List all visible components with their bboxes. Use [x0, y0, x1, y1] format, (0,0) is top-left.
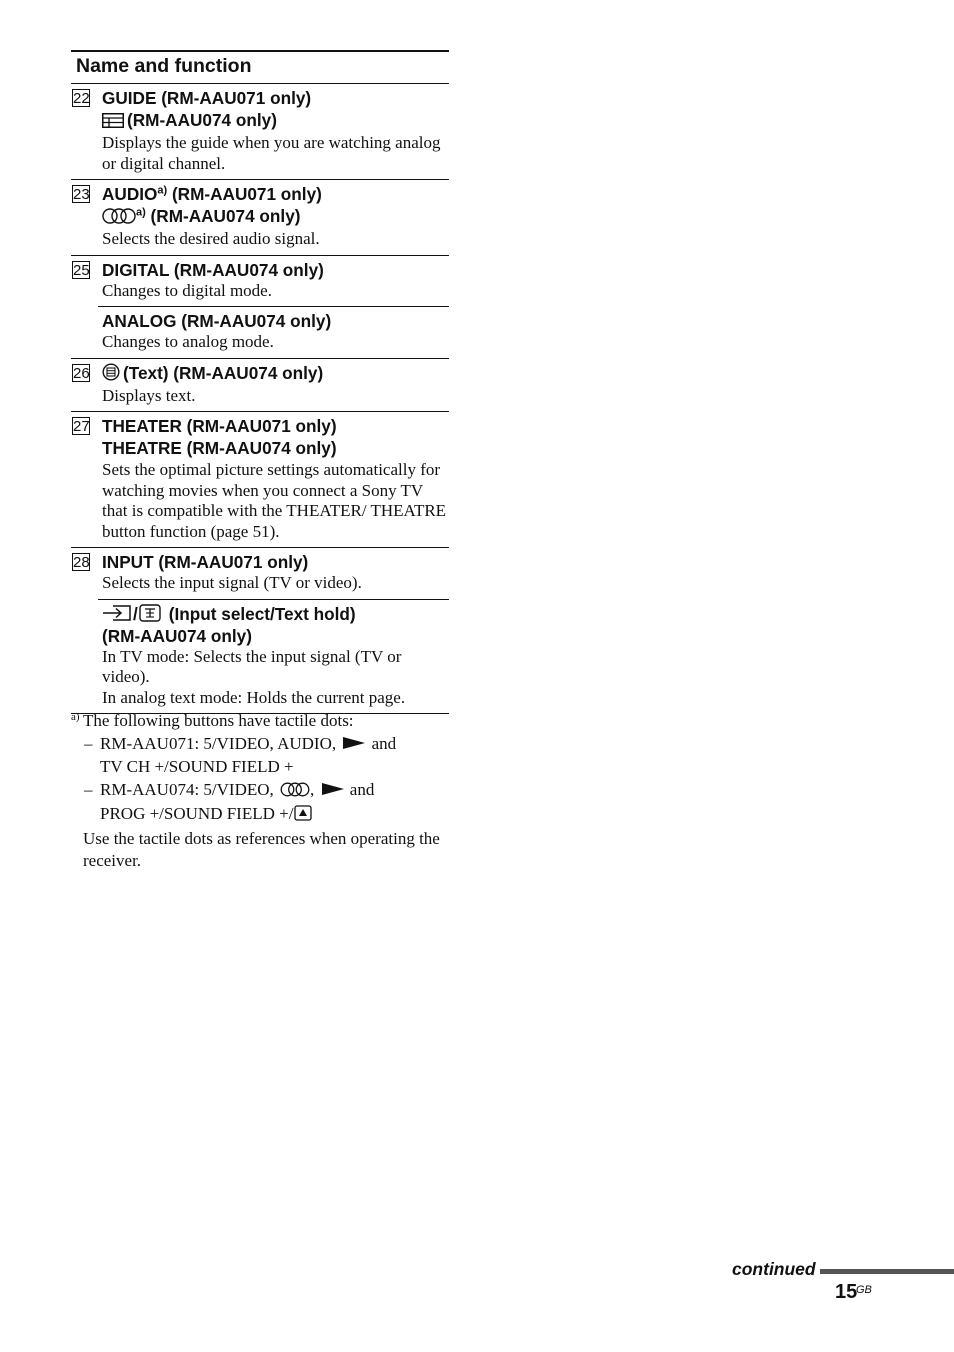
item-description: Sets the optimal picture settings automatically for watching movies when you connect a Sony TV that is compatible with the THEATER/ THEATRE button function (page 51).: [102, 460, 447, 541]
table-row: [71, 84, 449, 180]
page-number: 15: [835, 1281, 858, 1303]
text-hold-icon: [139, 604, 161, 627]
table-header: [71, 50, 449, 84]
footnote-mark: a): [71, 711, 80, 723]
item-description: In TV mode: Selects the input signal (TV or video).: [102, 646, 402, 686]
item-title: (Input select/Text hold): [168, 603, 356, 624]
play-icon: [342, 734, 366, 757]
text-icon: [294, 805, 312, 828]
item-title: THEATER (RM-AAU071 only): [102, 416, 337, 436]
item-title-line2: (RM-AAU074 only): [102, 109, 449, 133]
item-title: DIGITAL (RM-AAU074 only): [102, 259, 324, 280]
item-description: Changes to analog mode.: [102, 332, 274, 351]
item-number: 25: [73, 261, 90, 279]
item-title-line: [102, 362, 449, 386]
function-table: [71, 50, 449, 714]
item-description: Selects the desired audio signal.: [102, 229, 320, 248]
item-description: Displays the guide when you are watching analog or digital channel.: [102, 133, 441, 173]
item-description: Selects the input signal (TV or video).: [102, 573, 362, 592]
item-title-line: / (Input select/Text hold): [102, 603, 449, 627]
item-title-line2: $^{a)}$ (RM-AAU074 only): [102, 205, 449, 229]
item-number: 26: [73, 364, 90, 382]
item-description: Displays text.: [102, 385, 196, 405]
audio-circles-icon: [280, 781, 310, 804]
play-icon: [321, 780, 345, 803]
table-row: [71, 359, 449, 413]
table-row: [71, 256, 449, 359]
item-title: GUIDE (RM-AAU071 only): [102, 88, 312, 108]
input-select-icon: [102, 604, 132, 627]
page-suffix: GB: [856, 1284, 872, 1296]
text-icon: [102, 363, 120, 386]
item-title-line2: (RM-AAU074 only): [102, 625, 252, 646]
item-number: 22: [73, 90, 90, 107]
continued-label: continued: [732, 1259, 816, 1279]
list-item: – RM-AAU074: 5/VIDEO, , and PROG +/SOUND FIELD +/: [71, 779, 451, 828]
item-description: Changes to digital mode.: [102, 280, 272, 300]
table-row: [71, 548, 449, 714]
item-title: INPUT (RM-AAU071 only): [102, 552, 309, 572]
continued-bar: [820, 1269, 954, 1274]
item-number: 28: [73, 554, 90, 571]
item-number: 27: [73, 418, 90, 435]
list-item: – RM-AAU071: 5/VIDEO, AUDIO, and TV CH +/SOUND FIELD +: [84, 733, 397, 776]
item-title: (Text) (RM-AAU074 only): [123, 362, 324, 383]
table-subrow: [98, 306, 449, 358]
footnote: [71, 710, 451, 873]
item-number: 23: [73, 186, 90, 203]
guide-grid-icon: [102, 111, 124, 133]
item-title-line2: THEATRE (RM-AAU074 only): [102, 438, 337, 458]
table-subrow: [98, 599, 449, 714]
item-title: ANALOG (RM-AAU074 only): [102, 311, 332, 331]
table-header-label: Name and function: [76, 55, 252, 77]
footnote-intro: a) The following buttons have tactile dots:: [71, 710, 451, 733]
audio-circles-icon: [102, 207, 136, 229]
table-row: [71, 412, 449, 548]
item-title: AUDIO$^{a)}$ (RM-AAU071 only): [102, 184, 322, 204]
table-row: [71, 180, 449, 256]
footnote-closing: Use the tactile dots as references when operating the receiver.: [83, 828, 440, 870]
item-description-line2: In analog text mode: Holds the current page.: [102, 687, 406, 707]
